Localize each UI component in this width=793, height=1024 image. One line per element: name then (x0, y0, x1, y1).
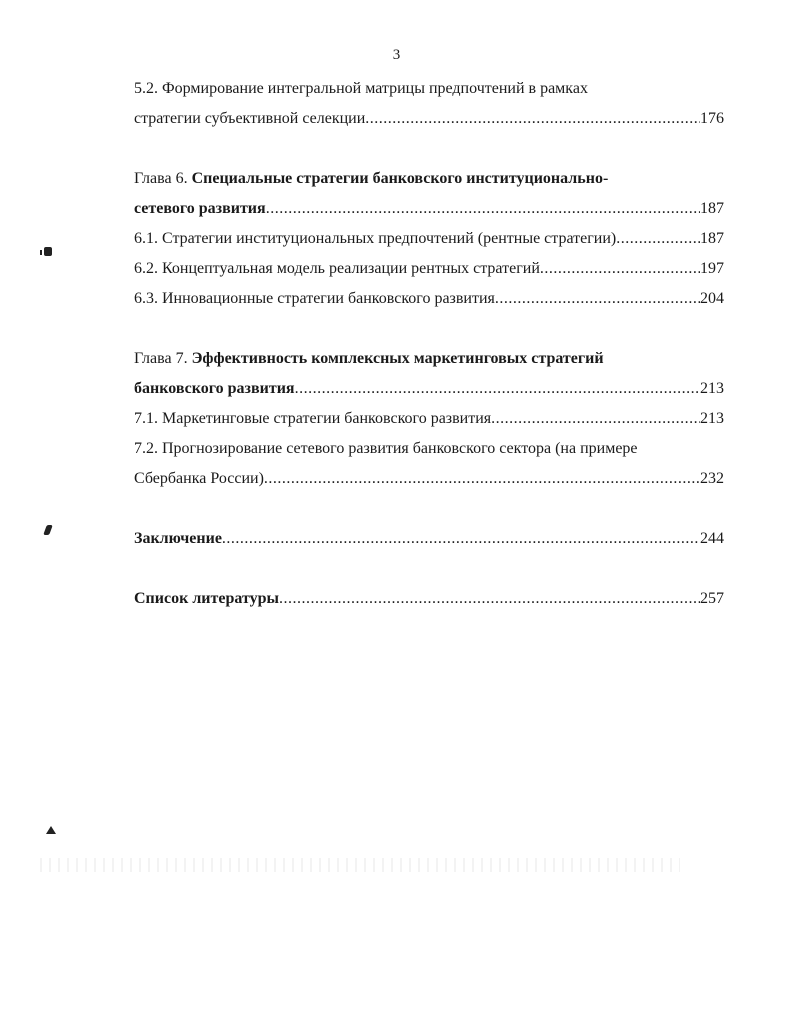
toc-section-6-3-page: 204 (700, 290, 724, 307)
scan-mark (46, 826, 56, 834)
toc-section-6-2-page: 197 (700, 260, 724, 277)
dot-leader (540, 254, 700, 284)
toc-chapter-6-title-line2: сетевого развития (134, 200, 266, 217)
toc-conclusion[interactable] (134, 524, 724, 554)
spacer (134, 554, 724, 584)
toc-section-6-1[interactable] (134, 224, 724, 254)
toc-bibliography-text: Список литературы (134, 590, 279, 607)
dot-leader (266, 194, 700, 224)
toc-section-6-2[interactable] (134, 254, 724, 284)
scan-mark (40, 250, 42, 255)
scan-mark (43, 525, 53, 535)
toc-chapter-7-page: 213 (700, 380, 724, 397)
toc-chapter-7-line1 (134, 344, 724, 374)
dot-leader (495, 284, 700, 314)
toc-section-6-1-text: 6.1. Стратегии институциональных предпочтений (рентные стратегии) (134, 230, 617, 247)
toc-section-6-2-text: 6.2. Концептуальная модель реализации рентных стратегий (134, 260, 540, 277)
table-of-contents (134, 74, 724, 614)
page-number: 3 (392, 47, 401, 63)
toc-section-7-1[interactable] (134, 404, 724, 434)
dot-leader (491, 404, 700, 434)
toc-conclusion-text: Заключение (134, 530, 222, 547)
toc-section-6-3-text: 6.3. Инновационные стратегии банковского развития (134, 290, 495, 307)
toc-section-7-2-text: Сбербанка России) (134, 470, 264, 487)
toc-section-5-2-page: 176 (700, 110, 724, 127)
toc-section-7-2-page: 232 (700, 470, 724, 487)
dot-leader (616, 224, 700, 254)
dot-leader (365, 104, 700, 134)
toc-section-5-2-line1: 5.2. Формирование интегральной матрицы предпочтений в рамках (134, 80, 588, 97)
toc-chapter-6-prefix: Глава 6. (134, 170, 192, 187)
toc-section-6-1-page: 187 (700, 230, 724, 247)
toc-chapter-7-title-line2: банковского развития (134, 380, 295, 397)
spacer (134, 134, 724, 164)
dot-leader (279, 584, 700, 614)
toc-bibliography[interactable] (134, 584, 724, 614)
toc-bibliography-page: 257 (700, 590, 724, 607)
toc-section-5-2-text: стратегии субъективной селекции (134, 110, 366, 127)
toc-chapter-7-prefix: Глава 7. (134, 350, 192, 367)
spacer (134, 494, 724, 524)
toc-section-6-3[interactable] (134, 284, 724, 314)
dot-leader (222, 524, 700, 554)
toc-chapter-7-line2[interactable] (134, 374, 724, 404)
toc-section-7-1-text: 7.1. Маркетинговые стратегии банковского развития (134, 410, 492, 427)
spacer (134, 314, 724, 344)
toc-conclusion-page: 244 (700, 530, 724, 547)
dot-leader (295, 374, 700, 404)
toc-chapter-6-title-line1: Специальные стратегии банковского институционально- (191, 170, 609, 187)
toc-chapter-6-line2[interactable] (134, 194, 724, 224)
toc-section-7-2-line2[interactable] (134, 464, 724, 494)
toc-section-7-2-line1: 7.2. Прогнозирование сетевого развития банковского сектора (на примере (134, 440, 638, 457)
toc-section-7-1-page: 213 (700, 410, 724, 427)
dot-leader (264, 464, 700, 494)
scan-noise (40, 858, 680, 872)
toc-chapter-6-page: 187 (700, 200, 724, 217)
toc-chapter-6-line1 (134, 164, 724, 194)
scan-mark (44, 247, 52, 256)
toc-section-5-2-line2[interactable] (134, 104, 724, 134)
toc-chapter-7-title-line1: Эффективность комплексных маркетинговых стратегий (191, 350, 604, 367)
